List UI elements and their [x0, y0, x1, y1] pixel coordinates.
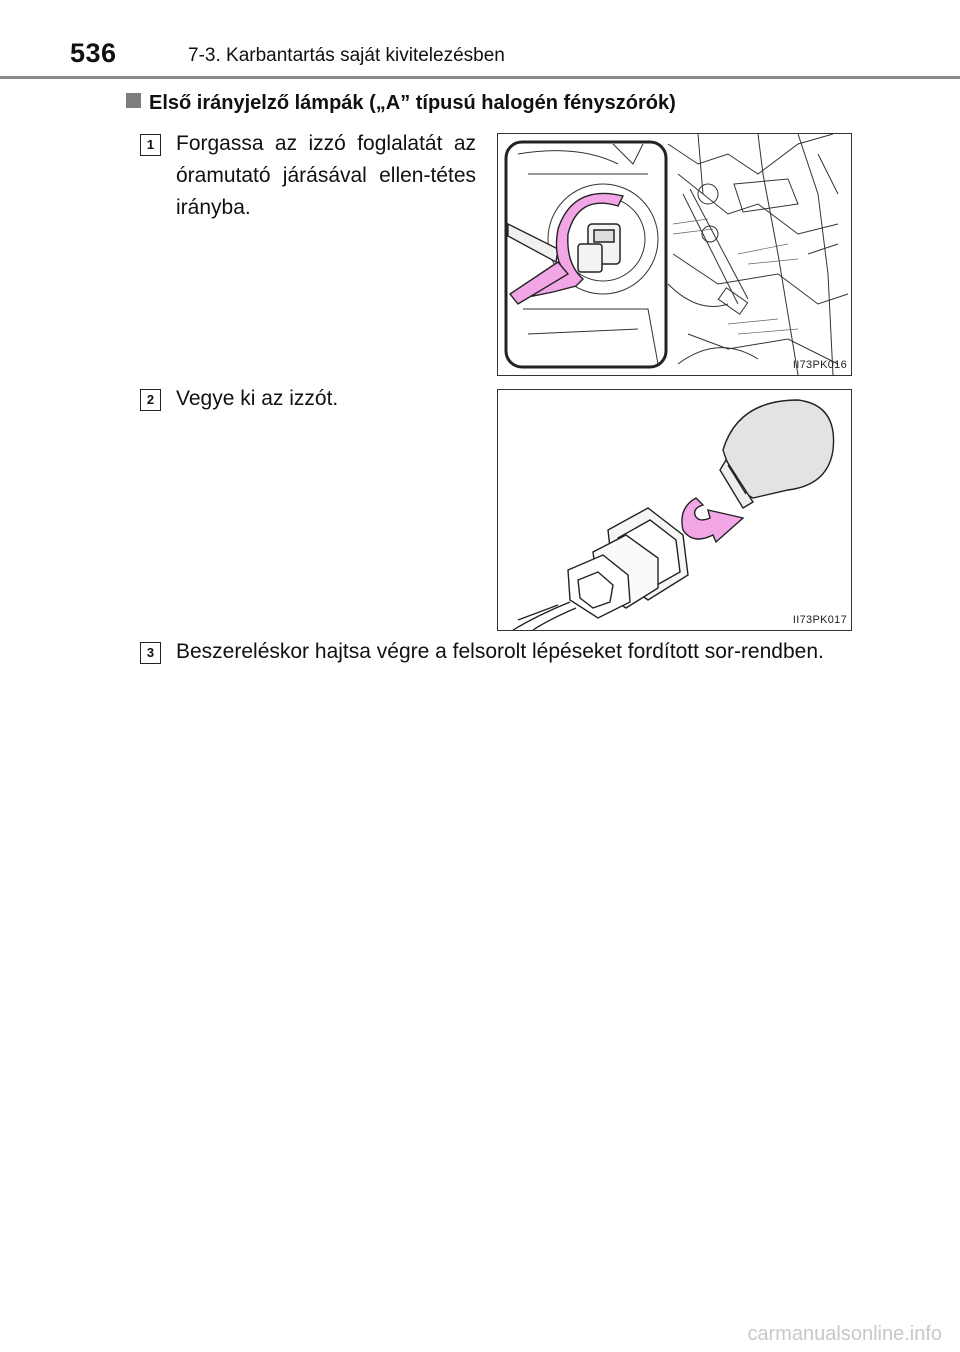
step-number-3: 3 [140, 642, 161, 664]
watermark: carmanualsonline.info [747, 1323, 942, 1345]
page-number: 536 [70, 38, 117, 68]
subsection-heading [126, 92, 676, 115]
header-divider [0, 76, 960, 79]
headlamp-illustration [498, 134, 851, 375]
step-text-1: Forgassa az izzó foglalatát az óramutató járásával ellen-tétes irányba. [176, 132, 476, 219]
step-text-2: Vegye ki az izzót. [176, 387, 339, 410]
bulb-illustration [498, 390, 851, 630]
figure-bulb-socket-rotation [497, 133, 852, 376]
step-number-1: 1 [140, 134, 161, 156]
figure-code-1: II73PK016 [792, 359, 847, 371]
figure-code-2: II73PK017 [792, 614, 847, 626]
figure-bulb-removal [497, 389, 852, 631]
page-header [0, 0, 960, 82]
step-text-3: Beszereléskor hajtsa végre a felsorolt lépéseket fordított sor-rendben. [176, 640, 824, 663]
square-bullet-icon [126, 93, 141, 108]
section-title: 7-3. Karbantartás saját kivitelezésben [188, 45, 505, 66]
heading-text: Első irányjelző lámpák („A” típusú halogén fényszórók) [149, 92, 676, 114]
step-number-2: 2 [140, 389, 161, 411]
pull-out-arrow-icon [682, 498, 743, 542]
